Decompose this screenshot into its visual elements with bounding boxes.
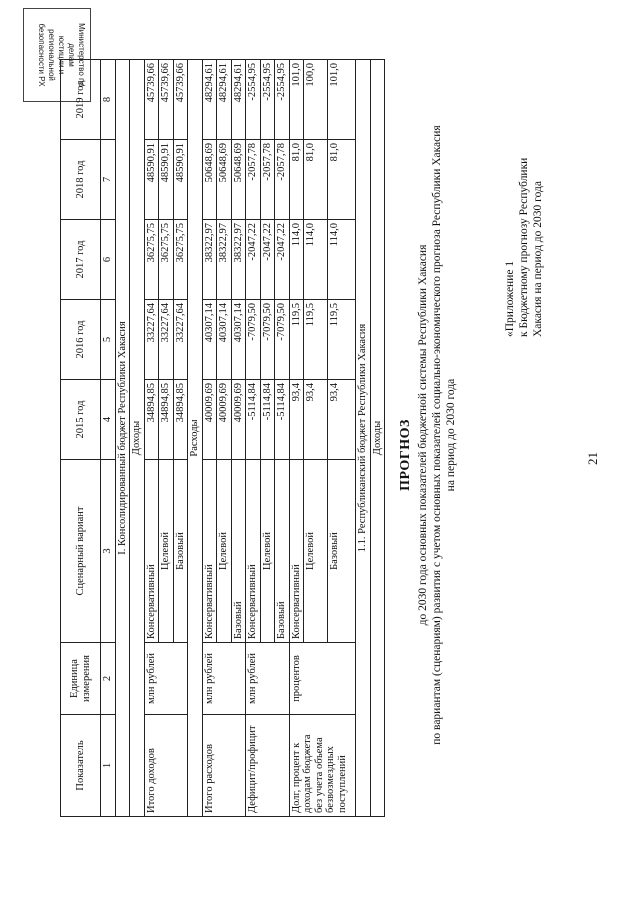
indicator-cell: Итого доходов	[144, 715, 188, 817]
value-cell: 45739,66	[159, 60, 174, 140]
scenario-cell: Базовый	[173, 460, 188, 643]
scenario-cell: Консервативный	[144, 460, 159, 643]
stamp-line-2: юстиции и региональной	[47, 29, 66, 81]
value-cell: 48590,91	[144, 140, 159, 220]
appendix-line-2: к Бюджетному прогнозу Республики	[518, 157, 530, 337]
value-cell: -7079,50	[260, 300, 275, 380]
value-cell: 48590,91	[173, 140, 188, 220]
header-2018: 2018 год	[61, 140, 101, 220]
table-row	[246, 60, 261, 817]
table-row	[289, 60, 304, 817]
header-2016: 2016 год	[61, 300, 101, 380]
value-cell: 101,0	[289, 60, 304, 140]
unit-cell: млн рублей	[144, 643, 188, 715]
value-cell: -2057,78	[246, 140, 261, 220]
value-cell: 81,0	[304, 140, 328, 220]
header-row	[61, 60, 101, 817]
subsection-row	[130, 60, 145, 817]
value-cell: 38322,97	[231, 220, 246, 300]
value-cell: -2554,95	[246, 60, 261, 140]
value-cell: 45739,66	[173, 60, 188, 140]
header-2015: 2015 год	[61, 380, 101, 460]
stamp-line-1: Министерство по делам	[67, 23, 86, 87]
scenario-cell: Целевой	[217, 460, 232, 643]
subsection-row	[370, 60, 385, 817]
col-num: 7	[101, 140, 116, 220]
col-num: 8	[101, 60, 116, 140]
value-cell: -2047,22	[275, 220, 290, 300]
value-cell: 40009,69	[231, 380, 246, 460]
scenario-cell: Консервативный	[289, 460, 304, 643]
income-subheader: Доходы	[130, 60, 145, 817]
scenario-cell: Базовый	[231, 460, 246, 643]
col-num: 5	[101, 300, 116, 380]
value-cell: 34894,85	[173, 380, 188, 460]
value-cell: 93,4	[304, 380, 328, 460]
value-cell: 50648,69	[231, 140, 246, 220]
indicator-cell: Итого расходов	[202, 715, 246, 817]
scenario-cell: Целевой	[260, 460, 275, 643]
value-cell: 100,0	[304, 60, 328, 140]
header-indicator: Показатель	[61, 715, 101, 817]
value-cell: 33227,64	[173, 300, 188, 380]
col-num: 2	[101, 643, 116, 715]
value-cell: 50648,69	[217, 140, 232, 220]
value-cell: 34894,85	[144, 380, 159, 460]
value-cell: 48294,61	[231, 60, 246, 140]
subsection-row	[188, 60, 203, 817]
forecast-table	[60, 59, 385, 817]
value-cell: 40009,69	[202, 380, 217, 460]
value-cell: 119,5	[289, 300, 304, 380]
col-num: 4	[101, 380, 116, 460]
value-cell: -5114,84	[260, 380, 275, 460]
value-cell: -2057,78	[260, 140, 275, 220]
expense-subheader: Расходы	[188, 60, 203, 817]
value-cell: 34894,85	[159, 380, 174, 460]
scenario-cell: Базовый	[275, 460, 290, 643]
value-cell: 119,5	[328, 300, 356, 380]
value-cell: 33227,64	[159, 300, 174, 380]
appendix-line-1: «Приложение 1	[504, 260, 516, 337]
value-cell: 38322,97	[217, 220, 232, 300]
value-cell: 38322,97	[202, 220, 217, 300]
appendix-note	[503, 158, 545, 337]
indicator-cell: Долг, процент к доходам бюджета без учета объема безвозмездных поступлений	[289, 715, 356, 817]
stamp-line-3: безопасности РХ	[37, 23, 46, 87]
subtitle-line-1: до 2030 года основных показателей бюджетной системы Республики Хакасия	[417, 244, 429, 626]
value-cell: -5114,84	[246, 380, 261, 460]
value-cell: 114,0	[304, 220, 328, 300]
scenario-cell: Базовый	[328, 460, 356, 643]
section-row	[356, 60, 371, 817]
col-num: 6	[101, 220, 116, 300]
value-cell: 119,5	[304, 300, 328, 380]
col-num: 3	[101, 460, 116, 643]
value-cell: -7079,50	[275, 300, 290, 380]
value-cell: 45739,66	[144, 60, 159, 140]
scenario-cell: Целевой	[159, 460, 174, 643]
value-cell: -5114,84	[275, 380, 290, 460]
value-cell: -2554,95	[260, 60, 275, 140]
value-cell: 40009,69	[217, 380, 232, 460]
value-cell: 48294,61	[217, 60, 232, 140]
value-cell: 36275,75	[159, 220, 174, 300]
value-cell: -2047,22	[260, 220, 275, 300]
value-cell: 101,0	[328, 60, 356, 140]
subtitle-line-3: на период до 2030 года	[445, 378, 457, 492]
value-cell: 81,0	[289, 140, 304, 220]
section-1-1-income-subheader: Доходы	[370, 60, 385, 817]
value-cell: -2047,22	[246, 220, 261, 300]
value-cell: 48590,91	[159, 140, 174, 220]
scenario-cell: Консервативный	[202, 460, 217, 643]
unit-cell: процентов	[289, 643, 356, 715]
value-cell: 36275,75	[144, 220, 159, 300]
value-cell: 40307,14	[217, 300, 232, 380]
value-cell: 36275,75	[173, 220, 188, 300]
column-number-row	[101, 60, 116, 817]
value-cell: 48294,61	[202, 60, 217, 140]
value-cell: 114,0	[289, 220, 304, 300]
value-cell: 50648,69	[202, 140, 217, 220]
header-2019: 2019 год	[61, 60, 101, 140]
unit-cell: млн рублей	[246, 643, 290, 715]
value-cell: 114,0	[328, 220, 356, 300]
value-cell: 33227,64	[144, 300, 159, 380]
table-row	[144, 60, 159, 817]
value-cell: 40307,14	[231, 300, 246, 380]
unit-cell: млн рублей	[202, 643, 246, 715]
value-cell: 93,4	[289, 380, 304, 460]
header-2017: 2017 год	[61, 220, 101, 300]
document-title: ПРОГНОЗ	[398, 419, 413, 491]
scenario-cell: Консервативный	[246, 460, 261, 643]
subtitle-line-2: по вариантам (сценариям) развития с учетом основных показателей социально-экономического прогноза Республики Хакасия	[431, 125, 443, 745]
value-cell: -7079,50	[246, 300, 261, 380]
appendix-line-3: Хакасия на период до 2030 года	[532, 181, 544, 337]
header-scenario: Сценарный вариант	[61, 460, 101, 643]
col-num: 1	[101, 715, 116, 817]
value-cell: 93,4	[328, 380, 356, 460]
header-unit: Единица измерения	[61, 643, 101, 715]
section-1-1-title: 1.1. Республиканский бюджет Республики Хакасия	[356, 60, 371, 817]
value-cell: 40307,14	[202, 300, 217, 380]
page-number: 21	[585, 452, 600, 465]
value-cell: -2554,95	[275, 60, 290, 140]
scenario-cell: Целевой	[304, 460, 328, 643]
value-cell: -2057,78	[275, 140, 290, 220]
section-row	[115, 60, 130, 817]
value-cell: 81,0	[328, 140, 356, 220]
section-1-title: I. Консолидированный бюджет Республики Хакасия	[115, 60, 130, 817]
document-subtitle	[416, 85, 458, 785]
table-row	[202, 60, 217, 817]
indicator-cell: Дефицит/профицит	[246, 715, 290, 817]
